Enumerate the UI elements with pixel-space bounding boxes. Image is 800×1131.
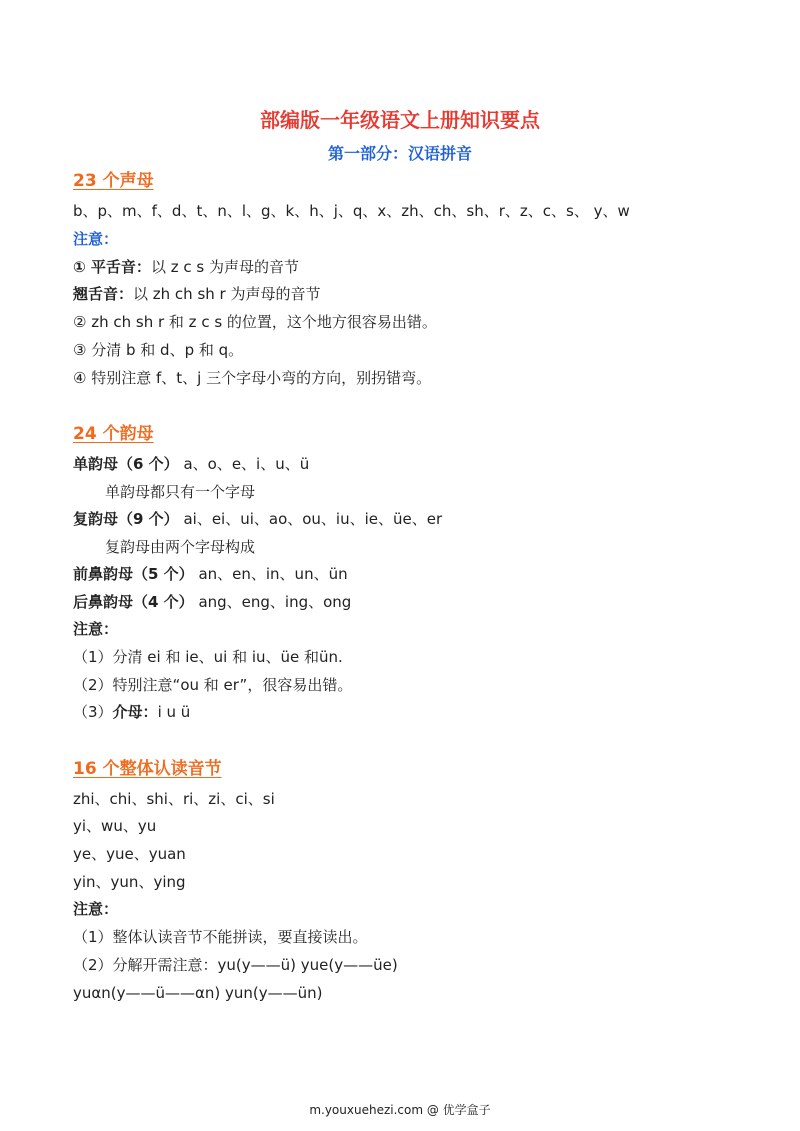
back-nasal-items: ang、eng、ing、ong [198, 593, 352, 611]
initials-note-2 [73, 283, 320, 305]
compound-finals-label: 复韵母（9 个） [73, 510, 179, 528]
back-nasal-label: 后鼻韵母（4 个） [73, 593, 194, 611]
syllables-note-3: yuαn(y——ü——αn) yun(y——ün) [73, 984, 323, 1002]
initials-note-1 [73, 256, 299, 278]
syllables-note-1: （1）整体认读音节不能拼读，要直接读出。 [73, 928, 368, 946]
medial-label: 介母： [112, 703, 158, 721]
footer-watermark: m.youxuehezi.com @ 优学盒子 [309, 1103, 491, 1117]
single-finals-label: 单韵母（6 个） [73, 455, 179, 473]
finals-note-3-prefix: （3） [73, 703, 113, 721]
medial-text: i u ü [157, 703, 191, 721]
syllables-heading: 16 个整体认读音节 [73, 759, 222, 779]
syllables-row-2: yi、wu、yu [73, 817, 157, 835]
finals-heading: 24 个韵母 [73, 424, 154, 444]
flat-tongue-text: 以 z c s 为声母的音节 [150, 258, 299, 276]
syllables-note-2: （2）分解开需注意：yu(y——ü) yue(y——üe) [73, 956, 398, 974]
back-nasal-row [73, 591, 351, 613]
curled-tongue-text: 以 zh ch sh r 为声母的音节 [133, 285, 321, 303]
initials-list: b、p、m、f、d、t、n、l、g、k、h、j、q、x、zh、ch、sh、r、z、c、s、 y、w [73, 202, 630, 220]
finals-note-label: 注意： [73, 620, 119, 638]
initials-note-3: ② zh ch sh r 和 z c s 的位置，这个地方很容易出错。 [73, 313, 437, 331]
syllables-row-1: zhi、chi、shi、ri、zi、ci、si [73, 790, 275, 808]
finals-note-3 [73, 701, 190, 723]
front-nasal-label: 前鼻韵母（5 个） [73, 565, 194, 583]
document-title: 部编版一年级语文上册知识要点 [260, 108, 540, 132]
front-nasal-row [73, 563, 348, 585]
syllables-row-4: yin、yun、ying [73, 873, 186, 891]
section-subtitle: 第一部分：汉语拼音 [327, 144, 472, 163]
compound-finals-desc: 复韵母由两个字母构成 [105, 538, 256, 556]
curled-tongue-label: 翘舌音： [73, 285, 134, 303]
initials-note-4: ③ 分清 b 和 d、p 和 q。 [73, 341, 244, 359]
compound-finals-items: ai、ei、ui、ao、ou、iu、ie、üe、er [183, 510, 443, 528]
front-nasal-items: an、en、in、un、ün [198, 565, 348, 583]
flat-tongue-label: ① 平舌音： [73, 258, 151, 276]
syllables-note-label: 注意： [73, 900, 119, 918]
syllables-row-3: ye、yue、yuan [73, 845, 186, 863]
initials-note-label: 注意： [73, 230, 119, 248]
finals-note-2: （2）特别注意“ou 和 er”，很容易出错。 [73, 676, 353, 694]
finals-note-1: （1）分清 ei 和 ie、ui 和 iu、üe 和ün. [73, 648, 343, 666]
single-finals-desc: 单韵母都只有一个字母 [105, 483, 256, 501]
single-finals-items: a、o、e、i、u、ü [183, 455, 310, 473]
initials-heading: 23 个声母 [73, 171, 154, 191]
initials-note-5: ④ 特别注意 f、t、j 三个字母小弯的方向，别拐错弯。 [73, 369, 432, 387]
compound-finals-row [73, 508, 442, 530]
single-finals-row [73, 453, 309, 475]
